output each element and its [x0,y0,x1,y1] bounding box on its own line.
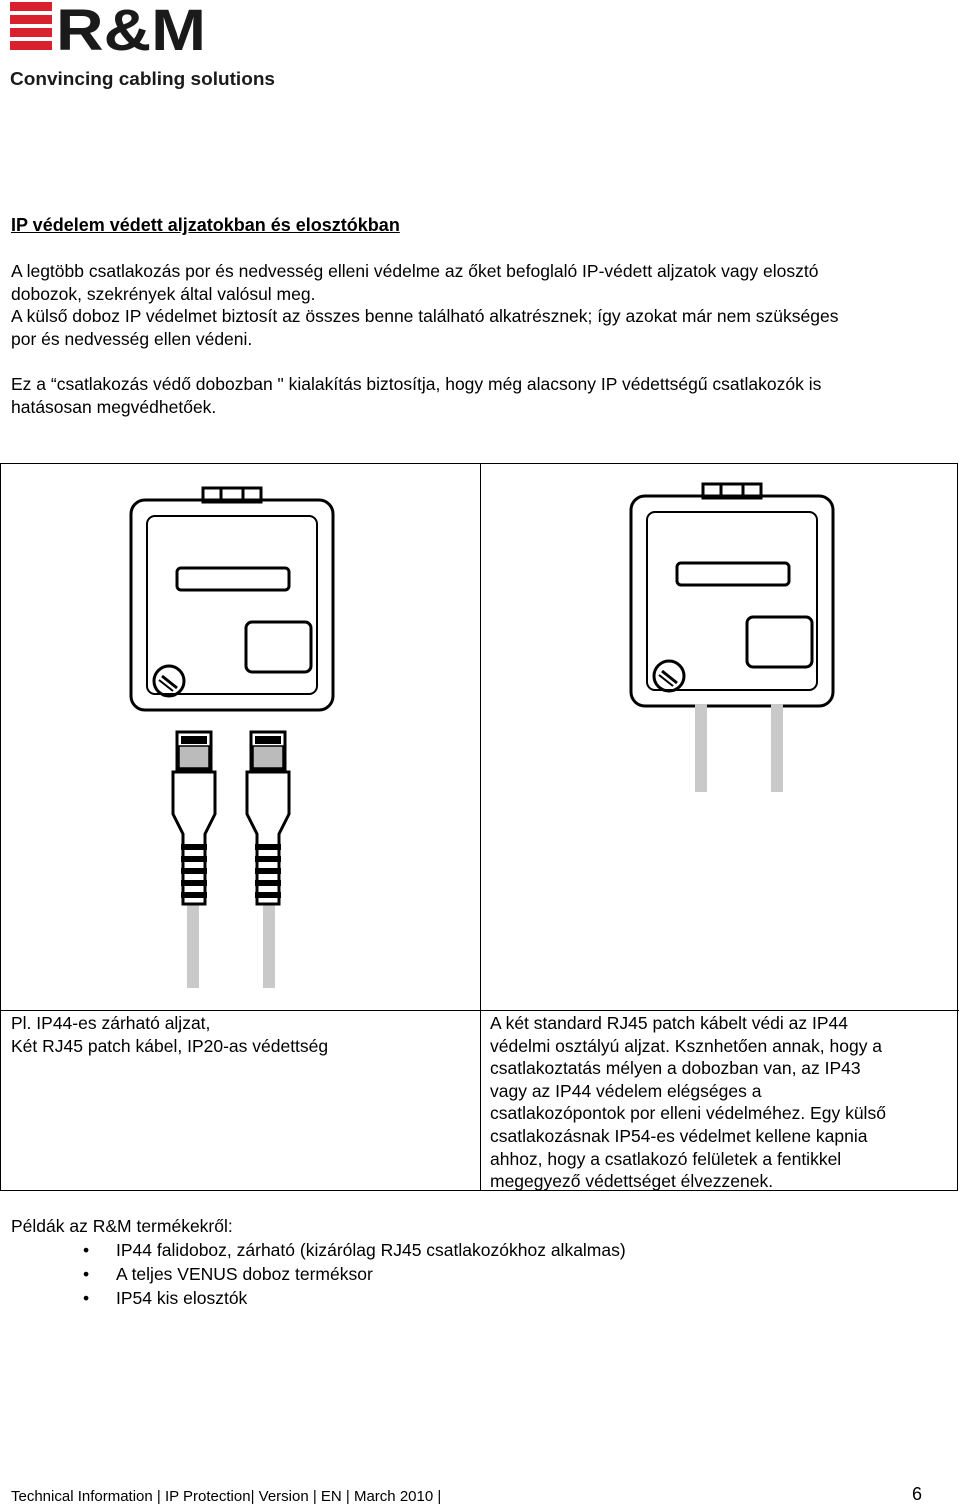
caption-line: A két standard RJ45 patch kábelt védi az IP44 [490,1013,848,1033]
figure-table [0,463,958,1191]
design-paragraph [11,373,946,418]
caption-line: csatlakoztatás mélyen a dobozban van, az IP43 [490,1058,861,1079]
caption-line: csatlakozásnak IP54-es védelmet kellene kapnia [490,1125,868,1146]
text-line: A legtöbb csatlakozás por és nedvesség elleni védelme az őket befoglaló IP-védett aljzatok vagy elosztó [11,261,819,281]
page-footer: Technical Information | IP Protection| Version | EN | March 2010 | [11,1488,442,1505]
socket-box-illustration [631,484,833,706]
left-caption [11,1012,328,1057]
socket-box-illustration [131,488,333,710]
bullet-icon: • [83,1264,90,1284]
caption-line: védelmi osztályú aljzat. Ksznhetően annak, hogy a [490,1035,883,1056]
examples-section [11,1214,626,1310]
list-item-text: A teljes VENUS doboz terméksor [116,1264,373,1284]
text-line: hatásosan megvédhetőek. [11,396,217,417]
caption-line: vagy az IP44 védelem elégséges a [490,1080,762,1101]
examples-list [11,1238,626,1310]
svg-text:Convincing cabling solutions: Convincing cabling solutions [10,68,275,89]
illustration-socket-with-cables [481,464,959,1009]
illustration-socket-with-plugs [1,464,479,1009]
examples-title: Példák az R&M termékekről: [11,1216,233,1236]
table-divider-horizontal [1,1010,959,1011]
company-logo [10,2,290,94]
text-line: dobozok, szekrények által valósul meg. [11,283,316,304]
page-heading: IP védelem védett aljzatokban és elosztókban [11,215,400,235]
caption-line: ahhoz, hogy a csatlakozó felületek a fentikkel [490,1148,842,1169]
caption-line: Pl. IP44-es zárható aljzat, [11,1013,211,1033]
text-line: Ez a “csatlakozás védő dobozban " kialakítás biztosítja, hogy még alacsony IP védettségű csatlakozók is [11,374,822,394]
caption-line: Két RJ45 patch kábel, IP20-as védettség [11,1035,329,1056]
rj45-plug-right-icon [247,732,289,988]
caption-line: megegyező védettséget élvezzenek. [490,1171,774,1192]
text-line: por és nedvesség ellen védeni. [11,328,253,349]
text-line: A külső doboz IP védelmet biztosít az összes benne található alkatrésznek; így azokat már nem szükséges [11,306,839,327]
caption-line: csatlakozópontok por elleni védelméhez. Egy külső [490,1103,886,1124]
list-item [11,1238,626,1262]
patch-cables-icon [695,704,783,792]
bullet-icon: • [83,1288,90,1308]
list-item-text: IP54 kis elosztók [116,1288,248,1308]
page-number: 6 [912,1484,923,1504]
bullet-icon: • [83,1240,90,1260]
intro-paragraph [11,260,946,350]
right-caption [490,1012,886,1193]
svg-text:R&M: R&M [56,2,206,63]
list-item [11,1286,626,1310]
list-item [11,1262,626,1286]
rj45-plug-left-icon [173,732,215,988]
list-item-text: IP44 falidoboz, zárható (kizárólag RJ45 csatlakozókhoz alkalmas) [116,1240,626,1260]
rm-logo-graphic [10,2,290,94]
